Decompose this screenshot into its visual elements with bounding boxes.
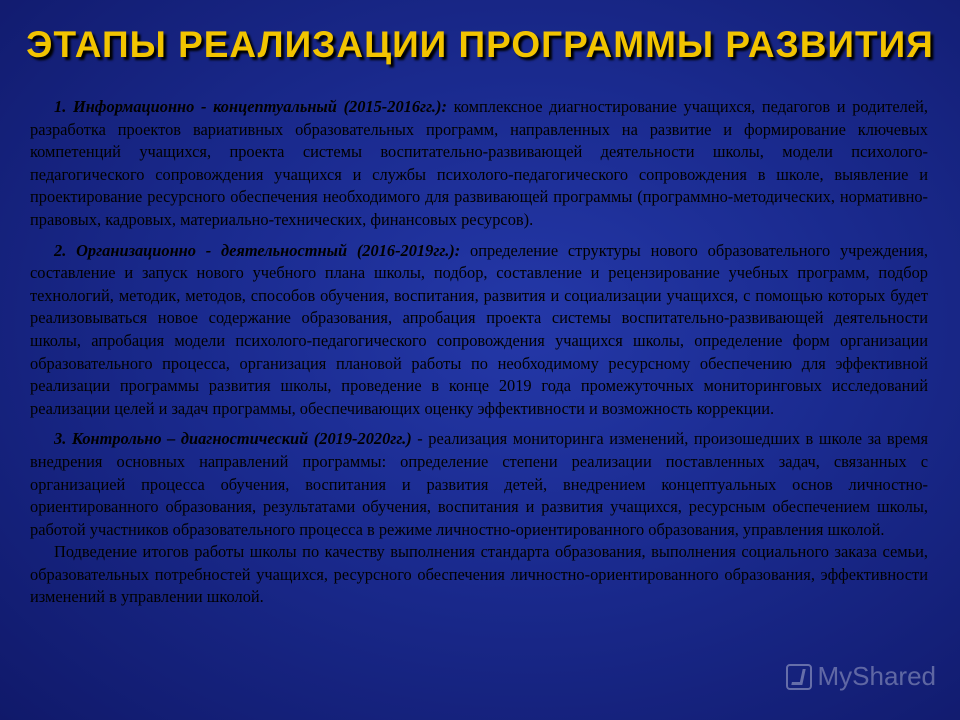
- stage-2-paragraph: [30, 240, 928, 421]
- stage-2-heading: 2. Организационно - деятельностный (2016-2019гг.):: [54, 240, 461, 260]
- slide-body: [30, 96, 928, 609]
- slide-title: ЭТАПЫ РЕАЛИЗАЦИИ ПРОГРАММЫ РАЗВИТИЯ: [26, 24, 934, 65]
- stage-3-text: - реализация мониторинга изменений, произошедших в школе за время внедрения основных направлений программы: определение степени реализации поставленных задач, связанных с организацией процесса обучения, воспитания и развития детей, внедрением концептуальных основ личностно-ориентированного образования, результатами обучения, воспитания и развития учащихся, ресурсным обеспечением школы, работой участников образовательного процесса в режиме личностно-ориентированного образования, управления школой.: [30, 429, 928, 539]
- stage-1-heading: 1. Информационно - концептуальный (2015-2016гг.):: [54, 97, 447, 116]
- myshared-logo-icon: [786, 664, 812, 690]
- stage-2-text: определение структуры нового образовательного учреждения, составление и запуск нового учебного плана школы, подбор, составление и рецензирование учебных программ, подбор технологий, методик, методов, способов обучения, воспитания, развития и социализации учащихся, с помощью которых будет реализовываться новое содержание образования, апробация проекта системы воспитательно-развивающей деятельности школы, апробация модели психолого-педагогического сопровождения учащихся школы, определение форм организации образовательного процесса, организация плановой работы по необходимому ресурсному обеспечению для эффективной реализации программы развития школы, проведение в конце 2019 года промежуточных мониторинговых исследований реализации целей и задач программы, обеспечивающих оценку эффективности и возможность коррекции.: [30, 240, 928, 418]
- stage-3-paragraph: [30, 428, 928, 541]
- conclusion-paragraph: Подведение итогов работы школы по качеству выполнения стандарта образования, выполнения социального заказа семьи, образовательных потребностей учащихся, ресурсного обеспечения личностно-ориентированного образования, эффективности изменений в управлении школой.: [30, 542, 928, 607]
- stage-1-text: комплексное диагностирование учащихся, педагогов и родителей, разработка проектов вариативных образовательных программ, направленных на развитие и формирование ключевых компетенций учащихся, проекта системы воспитательно-развивающей деятельности школы, модели психолого-педагогического сопровождения учащихся и службы психолого-педагогического сопровождения в школе, выявление и проектирование ресурсного обеспечения необходимого для развивающей программы (программно-методических, нормативно-правовых, кадровых, материально-технических, финансовых ресурсов).: [30, 97, 928, 229]
- stage-1-paragraph: [30, 96, 928, 232]
- watermark-text: MyShared: [817, 661, 936, 691]
- watermark: [786, 661, 937, 692]
- stage-3-heading: 3. Контрольно – диагностический (2019-2020гг.): [54, 429, 412, 449]
